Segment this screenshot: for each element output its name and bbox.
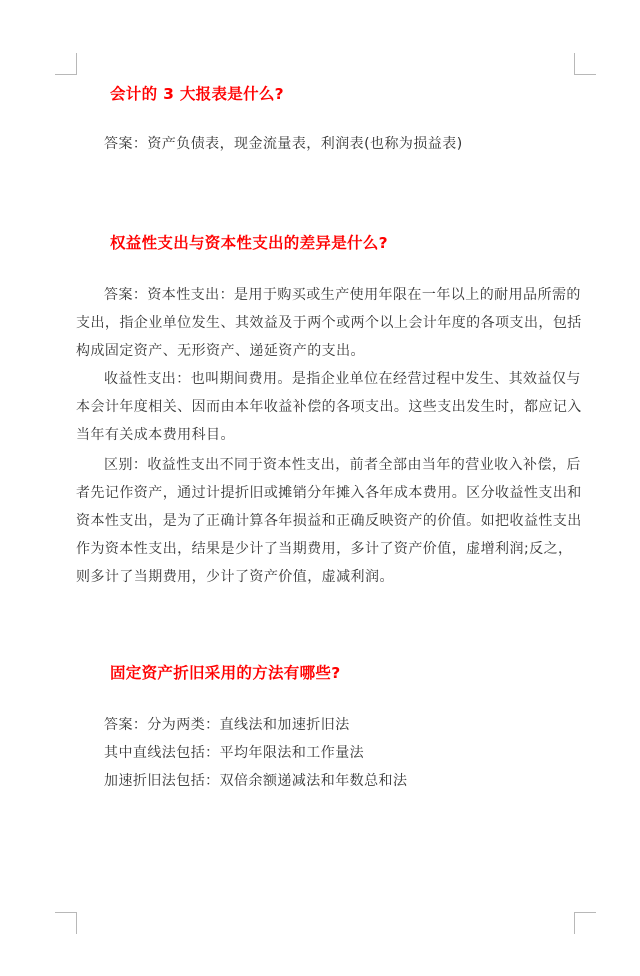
crop-mark-bottom-left [55,912,77,934]
answer-line: 者先记作资产，通过计提折旧或摊销分年摊入各年成本费用。区分收益性支出和 [76,485,582,501]
answer-line: 其中直线法包括：平均年限法和工作量法 [104,745,365,761]
crop-mark-bottom-right [574,912,596,934]
answer-line: 则多计了当期费用，少计了资产价值，虚减利润。 [76,569,394,585]
answer-line: 区别：收益性支出不同于资本性支出，前者全部由当年的营业收入补偿，后 [104,457,581,473]
question-heading-2: 权益性支出与资本性支出的差异是什么? [110,234,388,252]
answer-line: 当年有关成本费用科目。 [76,427,235,443]
question-heading-1: 会计的 3 大报表是什么? [110,85,284,103]
answer-line: 加速折旧法包括：双倍余额递减法和年数总和法 [104,773,408,789]
answer-line: 作为资本性支出，结果是少计了当期费用，多计了资产价值，虚增利润;反之， [76,541,573,557]
crop-mark-top-right [574,53,596,75]
crop-mark-top-left [55,53,77,75]
answer-line: 收益性支出：也叫期间费用。是指企业单位在经营过程中发生、其效益仅与 [104,371,581,387]
answer-line: 答案：资产负债表，现金流量表，利润表(也称为损益表) [104,136,463,152]
answer-line: 资本性支出，是为了正确计算各年损益和正确反映资产的价值。如把收益性支出 [76,513,582,529]
answer-line: 答案：分为两类：直线法和加速折旧法 [104,717,350,733]
answer-line: 构成固定资产、无形资产、递延资产的支出。 [76,343,365,359]
answer-line: 支出，指企业单位发生、其效益及于两个或两个以上会计年度的各项支出，包括 [76,315,582,331]
answer-line: 答案：资本性支出：是用于购买或生产使用年限在一年以上的耐用品所需的 [104,287,581,303]
question-heading-3: 固定资产折旧采用的方法有哪些? [110,664,341,682]
answer-line: 本会计年度相关、因而由本年收益补偿的各项支出。这些支出发生时，都应记入 [76,399,582,415]
